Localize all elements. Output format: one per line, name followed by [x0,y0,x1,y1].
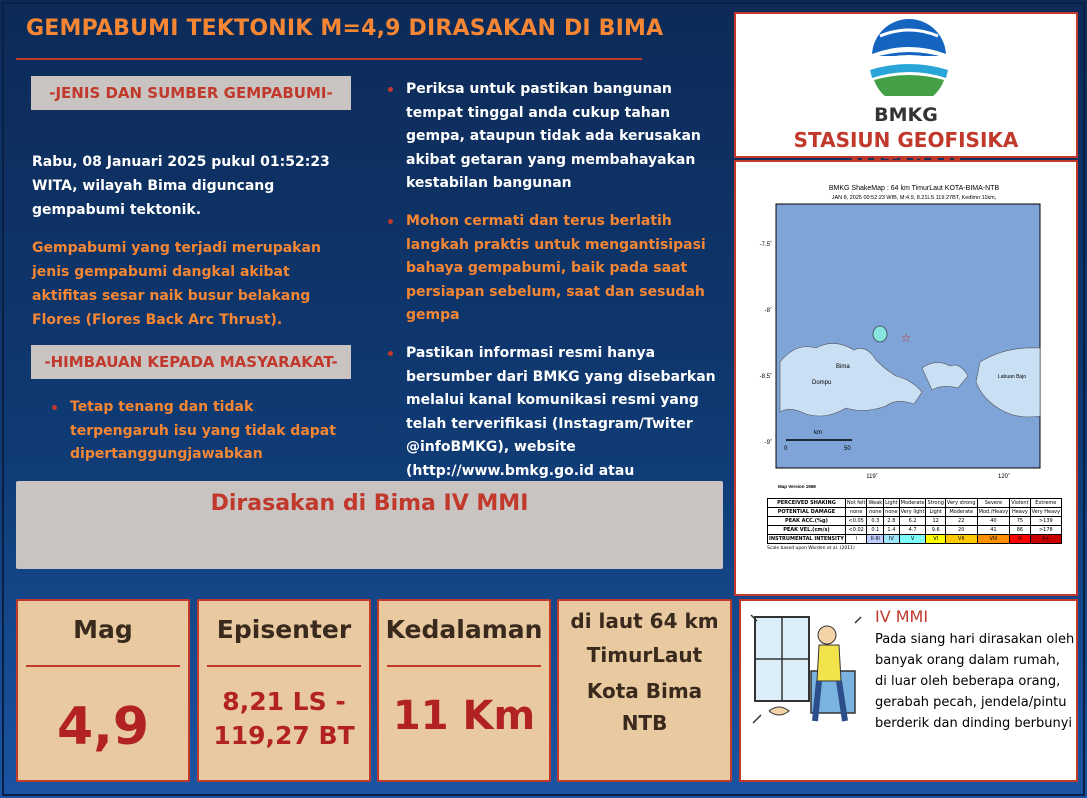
intensity-cell: 12 [926,517,945,526]
location-card [557,599,732,782]
lon-label: 119˚ [866,474,878,480]
title-underline [16,58,642,60]
intensity-cell: I [845,535,867,544]
island-small [873,326,887,342]
shakemap-panel [734,160,1078,596]
epicenter-card [197,599,371,782]
depth-card [377,599,551,782]
intensity-cell: 86 [1010,526,1030,535]
intensity-cell: none [845,508,867,517]
intensity-row-head: PEAK ACC.(%g) [768,517,846,526]
intensity-cell: 2.8 [884,517,899,526]
intensity-cell: Severe [977,499,1010,508]
shakemap-title: BMKG ShakeMap : 64 km TimurLaut KOTA-BIMA-NTB [828,185,1000,192]
intensity-cell: Light [885,500,898,506]
intensity-cell: 6.2 [899,517,926,526]
card-divider [26,665,180,667]
shaking-person-icon [749,611,867,731]
intensity-row-head: PERCEIVED SHAKING [768,499,846,508]
intensity-cell: X+ [1030,535,1062,544]
mmi-description-panel [739,599,1078,782]
intensity-row-head: PEAK VEL.(cm/s) [768,526,846,535]
intensity-row [768,526,1062,535]
shakemap-subtitle: JAN 8, 2025 00:52:23 WIB, M:4.9, 8.21LS 119.27BT, Kedlmn:11km, [831,195,997,201]
event-type-text: Gempabumi yang terjadi merupakan jenis gempabumi dangkal akibat aktifitas sesar naik busur belakang Flores (Flores Back Arc Thrust). [32,240,321,328]
intensity-row [768,517,1062,526]
intensity-row [768,535,1062,544]
mmi-title: IV MMI [875,607,929,626]
advice-item: Pastikan informasi resmi hanya bersumber dari BMKG yang disebarkan melalui kanal komunikasi resmi yang telah terverifikasi (Instagram/Twiter @infoBMKG), website (http://www.bmkg.go.id atau [386,342,731,531]
scale-tick: 0 [784,446,788,452]
depth-value: 11 Km [392,693,536,739]
lat-label: -8˚ [764,308,772,314]
intensity-cell: 9.6 [926,526,945,535]
intensity-cell: IV [884,535,899,544]
intensity-cell: VIII [977,535,1010,544]
intensity-cell: Very strong [946,500,976,506]
card-divider [387,665,541,667]
intensity-cell: VII [945,535,977,544]
intensity-cell: 1.4 [884,526,899,535]
epicenter-label: Episenter [216,615,352,644]
intensity-cell: Very light [900,509,925,515]
epicenter-latitude: 8,21 LS - [222,687,346,716]
intensity-cell: Very Heavy [1031,509,1061,515]
scale-note: Scale based upon Worden et al. (2011) [767,546,855,551]
intensity-cell: Not felt [846,500,866,506]
intensity-cell: 75 [1010,517,1030,526]
intensity-cell: >139 [1030,517,1062,526]
advice-left-list [50,396,350,467]
intensity-cell: Mod./Heavy [978,509,1009,515]
intensity-cell: Extreme [1030,499,1062,508]
event-time-text: Rabu, 08 Januari 2025 pukul 01:52:23 WITA, wilayah Bima diguncang gempabumi tektonik. [32,154,330,218]
section-label-source: -JENIS DAN SUMBER GEMPABUMI- [31,76,351,110]
intensity-cell: Strong [927,500,944,506]
intensity-cell: <0.05 [845,517,867,526]
magnitude-value: 4,9 [56,697,150,757]
epicenter-star-icon: ☆ [900,331,912,345]
intensity-row [768,499,1062,508]
intensity-row [768,508,1062,517]
intensity-cell: Weak [868,500,883,506]
location-line: Kota Bima [586,679,703,703]
lat-label: -9˚ [764,440,772,446]
intensity-cell: 0.1 [867,526,884,535]
location-line: TimurLaut [586,643,703,667]
intensity-cell: II-III [867,535,884,544]
place-label: Dompu [812,380,832,386]
scale-tick: 50 [844,446,851,452]
lon-label: 120˚ [997,474,1011,480]
page-title: GEMPABUMI TEKTONIK M=4,9 DIRASAKAN DI BIMA [26,16,664,41]
advice-item: Periksa untuk pastikan bangunan tempat tinggal anda cukup tahan gempa, ataupun tidak ada kerusakan akibat getaran yang membahayakan kestabilan bangunan [386,78,731,196]
intensity-cell: Light [926,508,945,517]
intensity-cell: V [899,535,926,544]
magnitude-card [16,599,190,782]
intensity-cell: none [885,509,898,515]
intensity-table [767,498,1062,544]
intensity-cell: VI [926,535,945,544]
intensity-cell: >178 [1030,526,1062,535]
intensity-cell: 22 [945,517,977,526]
intensity-cell: 41 [977,526,1010,535]
scale-unit: km [814,430,822,436]
bmkg-logo-icon [864,18,954,96]
advice-item: Tetap tenang dan tidak terpengaruh isu yang tidak dapat dipertanggungjawabkan [50,396,350,467]
intensity-cell: 20 [945,526,977,535]
intensity-cell: 4.7 [899,526,926,535]
intensity-cell: IX [1010,535,1030,544]
place-label: Labuan Bajo [998,374,1027,380]
intensity-cell: <0.02 [845,526,867,535]
lat-label: -8.5˚ [759,374,772,380]
intensity-cell: Moderate [900,500,925,506]
depth-label: Kedalaman [385,615,543,644]
card-divider [207,665,361,667]
station-name: STASIUN GEOFISIKA [793,128,1019,152]
mmi-description: Pada siang hari dirasakan oleh banyak orang dalam rumah, di luar oleh beberapa orang, gerabah pecah, jendela/pintu berderik dan dinding berbunyi [875,632,1075,731]
location-line: di laut 64 km [570,609,719,633]
logo-wordmark: BMKG [874,104,938,126]
location-line: NTB [621,711,668,735]
intensity-cell: 0.3 [867,517,884,526]
intensity-cell: Moderate [945,508,977,517]
magnitude-label: Mag [73,615,133,644]
shakemap-map [736,162,1076,498]
intensity-cell: none [867,508,884,517]
epicenter-longitude: 119,27 BT [213,721,355,750]
felt-text: Dirasakan di Bima IV MMI [210,491,529,516]
lat-label: -7.5˚ [759,242,772,248]
intensity-row-head: POTENTIAL DAMAGE [768,508,846,517]
intensity-cell: 40 [977,517,1010,526]
advice-item: Mohon cermati dan terus berlatih langkah praktis untuk mengantisipasi bahaya gempabumi, baik pada saat persiapan sebelum, saat dan sesudah gempa [386,210,731,328]
intensity-cell: Violent [1011,500,1029,506]
map-version: Map Version 1968 [778,484,816,489]
intensity-row-head: INSTRUMENTAL INTENSITY [769,536,844,542]
intensity-cell: Heavy [1010,508,1030,517]
place-label: Bima [836,364,850,370]
advice-right-list [386,78,731,545]
felt-banner [16,481,723,569]
section-label-advice: -HIMBAUAN KEPADA MASYARAKAT- [31,345,351,379]
bmkg-logo-panel [734,12,1078,158]
